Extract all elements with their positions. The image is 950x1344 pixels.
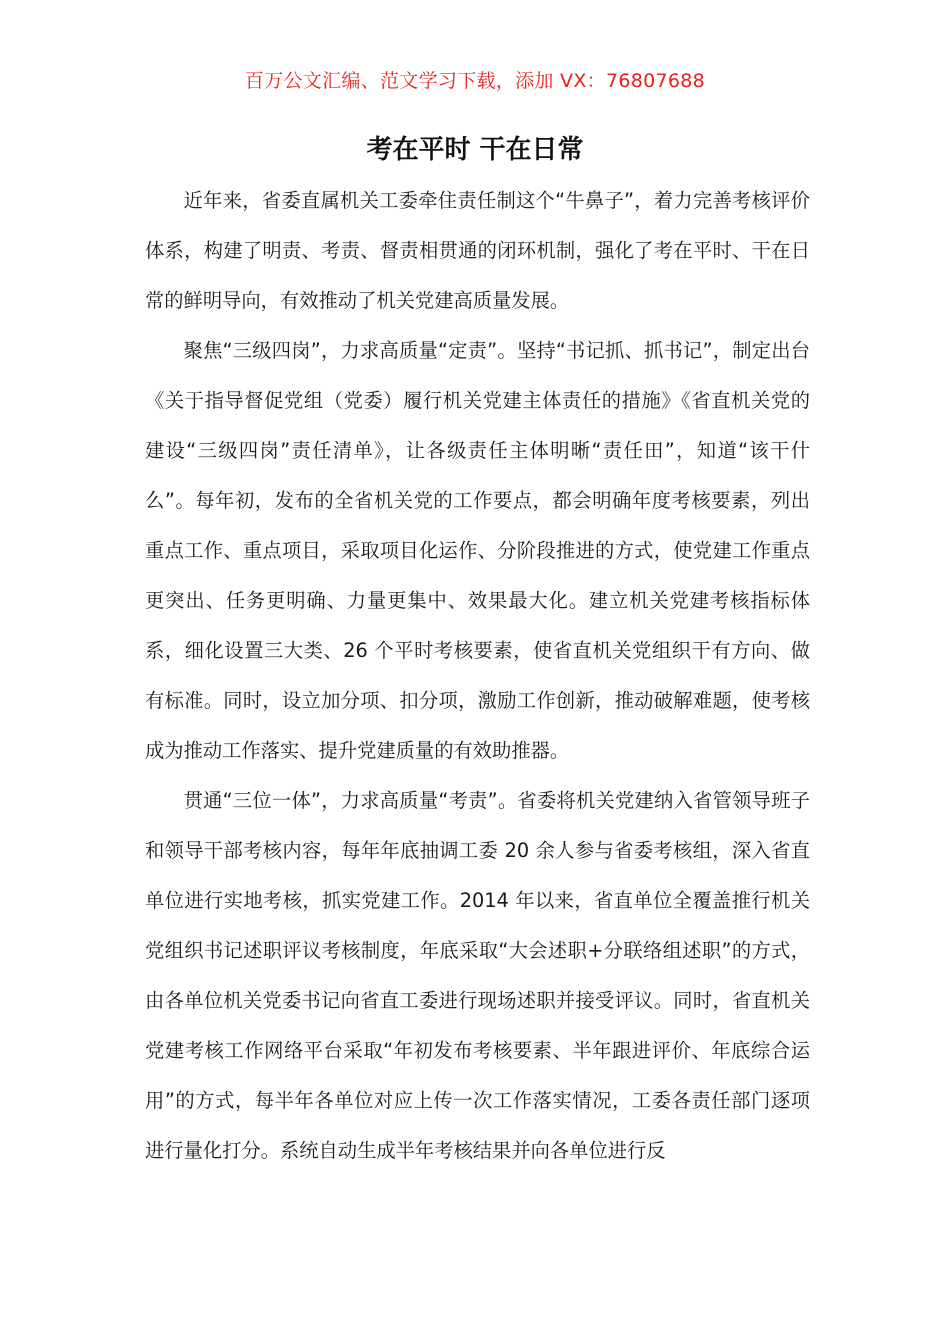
paragraph: 聚焦“三级四岗”，力求高质量“定责”。坚持“书记抓、抓书记”，制定出台《关于指导督促党组（党委）履行机关党建主体责任的措施》《省直机关党的建设“三级四岗”责任清单》，让各级责任主体明晰“责任田”，知道“该干什么”。每年初，发布的全省机关党的工作要点，都会明确年度考核要素，列出重点工作、重点项目，采取项目化运作、分阶段推进的方式，使党建工作重点更突出、任务更明确、力量更集中、效果最大化。建立机关党建考核指标体系，细化设置三大类、26 个平时考核要素，使省直机关党组织干有方向、做有标准。同时，设立加分项、扣分项，激励工作创新，推动破解难题，使考核成为推动工作落实、提升党建质量的有效助推器。 <box>145 339 810 762</box>
paragraph: 贯通“三位一体”，力求高质量“考责”。省委将机关党建纳入省管领导班子和领导干部考核内容，每年年底抽调工委 20 余人参与省委考核组，深入省直单位进行实地考核，抓实党建工作。2014 年以来，省直单位全覆盖推行机关党组织书记述职评议考核制度，年底采取“大会述职+分联络组述职”的方式，由各单位机关党委书记向省直工委进行现场述职并接受评议。同时，省直机关党建考核工作网络平台采取“年初发布考核要素、半年跟进评价、年底综合运用”的方式，每半年各单位对应上传一次工作落实情况，工委各责任部门逐项进行量化打分。系统自动生成半年考核结果并向各单位进行反 <box>145 789 810 1162</box>
document-title: 考在平时 干在日常 <box>366 135 584 165</box>
document-body <box>145 176 810 1176</box>
paragraph: 近年来，省委直属机关工委牵住责任制这个“牛鼻子”，着力完善考核评价体系，构建了明责、考责、督责相贯通的闭环机制，强化了考在平时、干在日常的鲜明导向，有效推动了机关党建高质量发展。 <box>145 189 810 312</box>
header-banner: 百万公文汇编、范文学习下载，添加 VX：76807688 <box>244 70 706 92</box>
